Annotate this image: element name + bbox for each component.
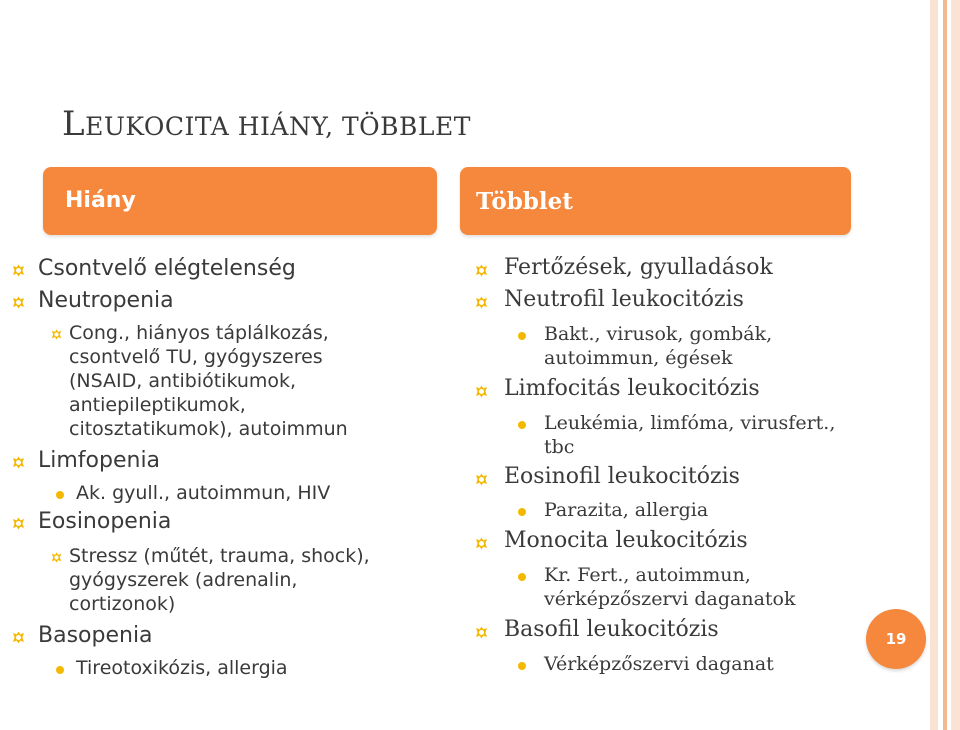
list-item-cont: autoimmun, égések [544, 347, 733, 369]
fleur-bullet-icon [475, 537, 488, 550]
fleur-bullet-icon [12, 517, 25, 530]
list-item-cont: csontvelő TU, gyógyszeres [69, 346, 323, 368]
title-first-letter: L [62, 104, 86, 144]
left-column [0, 252, 445, 692]
fleur-bullet-icon [475, 473, 488, 486]
fleur-bullet-icon [475, 626, 488, 639]
list-item: Monocita leukocitózis [504, 528, 748, 553]
list-item: Parazita, allergia [544, 499, 709, 521]
page-number-badge [866, 609, 926, 669]
list-item: Stressz (műtét, trauma, shock), [69, 545, 370, 567]
header-tobblet [460, 167, 851, 235]
title-rest: EUKOCITA HIÁNY, TÖBBLET [85, 112, 471, 141]
fleur-bullet-icon [475, 385, 488, 398]
dot-bullet-icon [56, 491, 64, 499]
stripe [943, 0, 947, 730]
header-hiany [43, 167, 437, 235]
list-item: Eosinofil leukocitózis [504, 464, 740, 489]
list-item: Limfopenia [38, 448, 161, 473]
list-item-cont: tbc [544, 436, 575, 458]
list-item: Cong., hiányos táplálkozás, [69, 322, 329, 344]
list-item: Fertőzések, gyulladások [504, 255, 773, 280]
header-tobblet-label: Többlet [476, 188, 573, 215]
list-item: Bakt., virusok, gombák, [544, 323, 773, 345]
header-hiany-label: Hiány [65, 188, 136, 213]
dot-bullet-icon [518, 662, 526, 670]
list-item: Vérképzőszervi daganat [544, 653, 774, 675]
dot-bullet-icon [518, 421, 526, 429]
dot-bullet-icon [518, 508, 526, 516]
decorative-stripes [926, 0, 960, 730]
list-item: Csontvelő elégtelenség [38, 256, 296, 281]
list-item-cont: vérképzőszervi daganatok [544, 588, 796, 610]
fleur-bullet-icon [51, 552, 62, 563]
dot-bullet-icon [518, 573, 526, 581]
fleur-bullet-icon [12, 264, 25, 277]
dot-bullet-icon [518, 332, 526, 340]
list-item-cont: gyógyszerek (adrenalin, [69, 569, 298, 591]
list-item: Leukémia, limfóma, virusfert., [544, 412, 836, 434]
fleur-bullet-icon [51, 329, 62, 340]
fleur-bullet-icon [12, 296, 25, 309]
list-item-cont: (NSAID, antibiótikumok, [69, 370, 297, 392]
list-item: Eosinopenia [38, 509, 172, 534]
list-item: Neutropenia [38, 288, 174, 313]
page-number: 19 [885, 630, 907, 648]
list-item-cont: cortizonok) [69, 593, 176, 615]
list-item-cont: antiepileptikumok, [69, 394, 246, 416]
dot-bullet-icon [56, 666, 64, 674]
list-item: Ak. gyull., autoimmun, HIV [76, 482, 331, 504]
fleur-bullet-icon [475, 264, 488, 277]
list-item-cont: citosztatikumok), autoimmun [69, 418, 348, 440]
list-item: Basopenia [38, 623, 153, 648]
list-item: Kr. Fert., autoimmun, [544, 564, 751, 586]
stripe [930, 0, 938, 730]
right-column [460, 252, 880, 692]
fleur-bullet-icon [12, 456, 25, 469]
fleur-bullet-icon [475, 296, 488, 309]
slide-title [62, 104, 471, 144]
list-item: Basofil leukocitózis [504, 617, 719, 642]
list-item: Tireotoxikózis, allergia [76, 657, 288, 679]
stripe [951, 0, 960, 730]
list-item: Limfocitás leukocitózis [504, 376, 760, 401]
fleur-bullet-icon [12, 631, 25, 644]
list-item: Neutrofil leukocitózis [504, 287, 744, 312]
